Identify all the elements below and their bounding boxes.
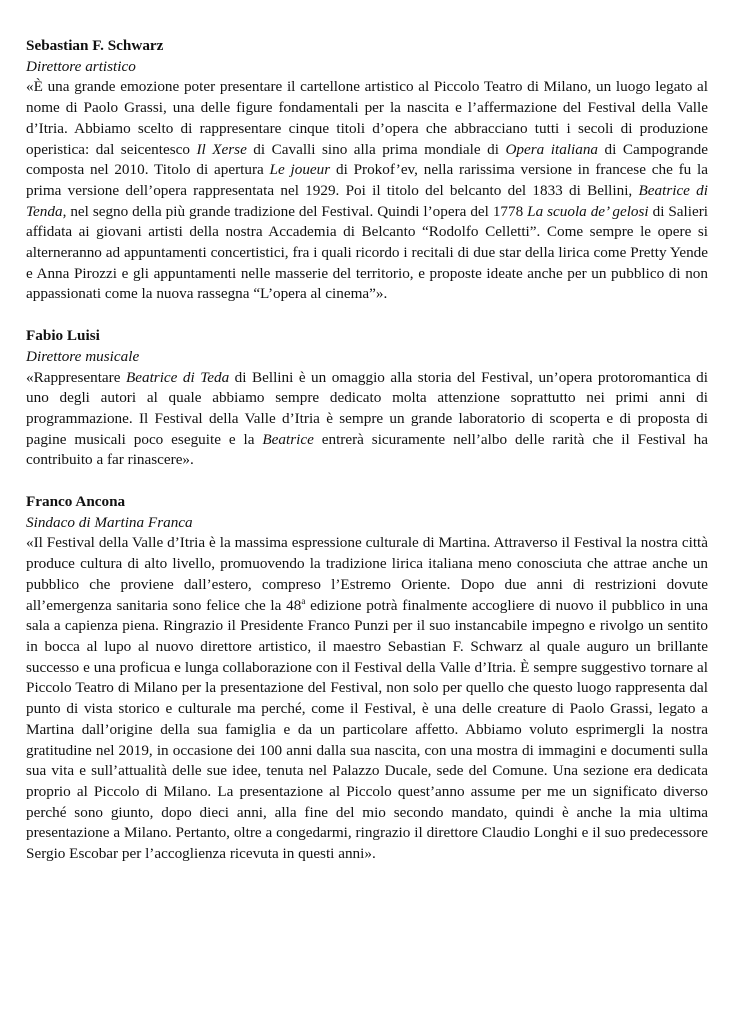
document-page (26, 36, 708, 886)
quote-text: di Campogrande composta nel 2010. Titolo di apertura (26, 140, 709, 179)
quote-text: edizione potrà finalmente accogliere di nuovo il pubblico in una sala a capienza piena. Ringrazio il Presidente Franco Punzi per il suo instancabile impegno e rivolgo un sentito in bocca al lupo al nuovo direttore artistico, il maestro Sebastian F. Schwarz al quale auguro un brillante successo e una proficua e lunga collaborazione con il Festival della Valle d’Itria. È sempre suggestivo tornare al Piccolo Teatro di Milano per la presentazione del Festival, non solo per quello che questo luogo rappresenta dal punto di vista storico e culturale ma perché, come il Festival, è una delle creature di Paolo Grassi, legato a Martina dall’origine della sua famiglia e da un particolare affetto. Abbiamo voluto esprimergli la nostra gratitudine nel 2019, in occasione dei 100 anni dalla sua nascita, con una mostra di immagini e documenti sulla sua vita e sull’attualità delle sue idee, tenuta nel Palazzo Ducale, sede del Comune. Una sezione era dedicata proprio al Piccolo di Milano. La presentazione al Piccolo quest’anno assume per me un significato diverso perché sono giunto, dopo dieci anni, alla fine del mio secondo mandato, quindi è anche la mia ultima presentazione a Milano. Pertanto, oltre a congedarmi, ringrazio il direttore Claudio Longhi e il suo predecessore Sergio Escobar per l’accoglienza ricevuta in questi anni». (26, 596, 708, 863)
italic-title: Beatrice di Tenda (26, 181, 708, 220)
speaker-name: Fabio Luisi (26, 327, 100, 345)
italic-title: Opera italiana (505, 140, 599, 158)
statement-schwarz (26, 36, 708, 305)
quote-text: entrerà sicuramente nell’albo delle rarità che il Festival ha contribuito a far rinascere». (26, 430, 708, 469)
speaker-name: Sebastian F. Schwarz (26, 37, 164, 54)
italic-title: Il Xerse (196, 140, 247, 158)
quote-text: di Salieri affidata ai giovani artisti della nostra Accademia di Belcanto “Rodolfo Celletti”. Come sempre le opere si alterneranno ad appuntamenti concertistici, fra i quali ricordo i recitali di due star della lirica come Pretty Yende e Anna Pirozzi e gli appuntamenti nelle masserie del territorio, e proposte ideate anche per un pubblico di non appassionati come la nuova rassegna “L’opera al cinema”». (26, 202, 708, 303)
italic-title: Beatrice (262, 430, 314, 448)
speaker-quote (26, 368, 708, 472)
quote-text: «Rappresentare (26, 368, 126, 386)
speaker-quote (26, 533, 708, 864)
quote-text: di Prokof’ev, nella rarissima versione in francese che fu la prima versione dell’opera rappresentata nel 1929. Poi il titolo del belcanto del 1833 di Bellini, (26, 161, 708, 199)
quote-text: «È una grande emozione poter presentare il cartellone artistico al Piccolo Teatro di Milano, un luogo legato al nome di Paolo Grassi, una delle figure fondamentali per la nascita e l’affermazione del Festival della Valle d’Itria. Abbiamo scelto di rappresentare cinque titoli d’opera che abbracciano tutti i secoli di produzione operistica: dal seicentesco (26, 78, 708, 158)
speaker-quote (26, 77, 708, 305)
speaker-role: Direttore musicale (26, 347, 140, 365)
statement-ancona (26, 492, 708, 865)
italic-title: Beatrice di Teda (125, 368, 230, 386)
statement-luisi (26, 326, 708, 471)
quote-text: di Bellini è un omaggio alla storia del Festival, un’opera protoromantica di uno degli autori al quale abbiamo sempre dedicato molta attenzione soprattutto nei primi anni di programmazione. Il Festival della Valle d’Itria è sempre un grande laboratorio di scoperta e di proposta di pagine musicali poco eseguite e la (26, 368, 708, 448)
ordinal-superscript: a (301, 595, 306, 606)
italic-title: La scuola de’ gelosi (527, 202, 649, 220)
quote-text: di Cavalli sino alla prima mondiale di (246, 140, 506, 158)
speaker-role: Sindaco di Martina Franca (26, 513, 193, 531)
italic-title: Le joueur (269, 161, 331, 179)
speaker-name: Franco Ancona (26, 493, 126, 511)
speaker-role: Direttore artistico (26, 57, 136, 75)
quote-text: «Il Festival della Valle d’Itria è la massima espressione culturale di Martina. Attraverso il Festival la nostra città produce cultura di alto livello, promuovendo la tradizione lirica italiana meno conosciuta che attrae anche un pubblico che proviene dall’estero, compreso l’Estremo Oriente. Dopo due anni di restrizioni dovute all’emergenza sanitaria sono felice che la 48 (26, 534, 708, 614)
quote-text: , nel segno della più grande tradizione del Festival. Quindi l’opera del 1778 (62, 202, 528, 220)
